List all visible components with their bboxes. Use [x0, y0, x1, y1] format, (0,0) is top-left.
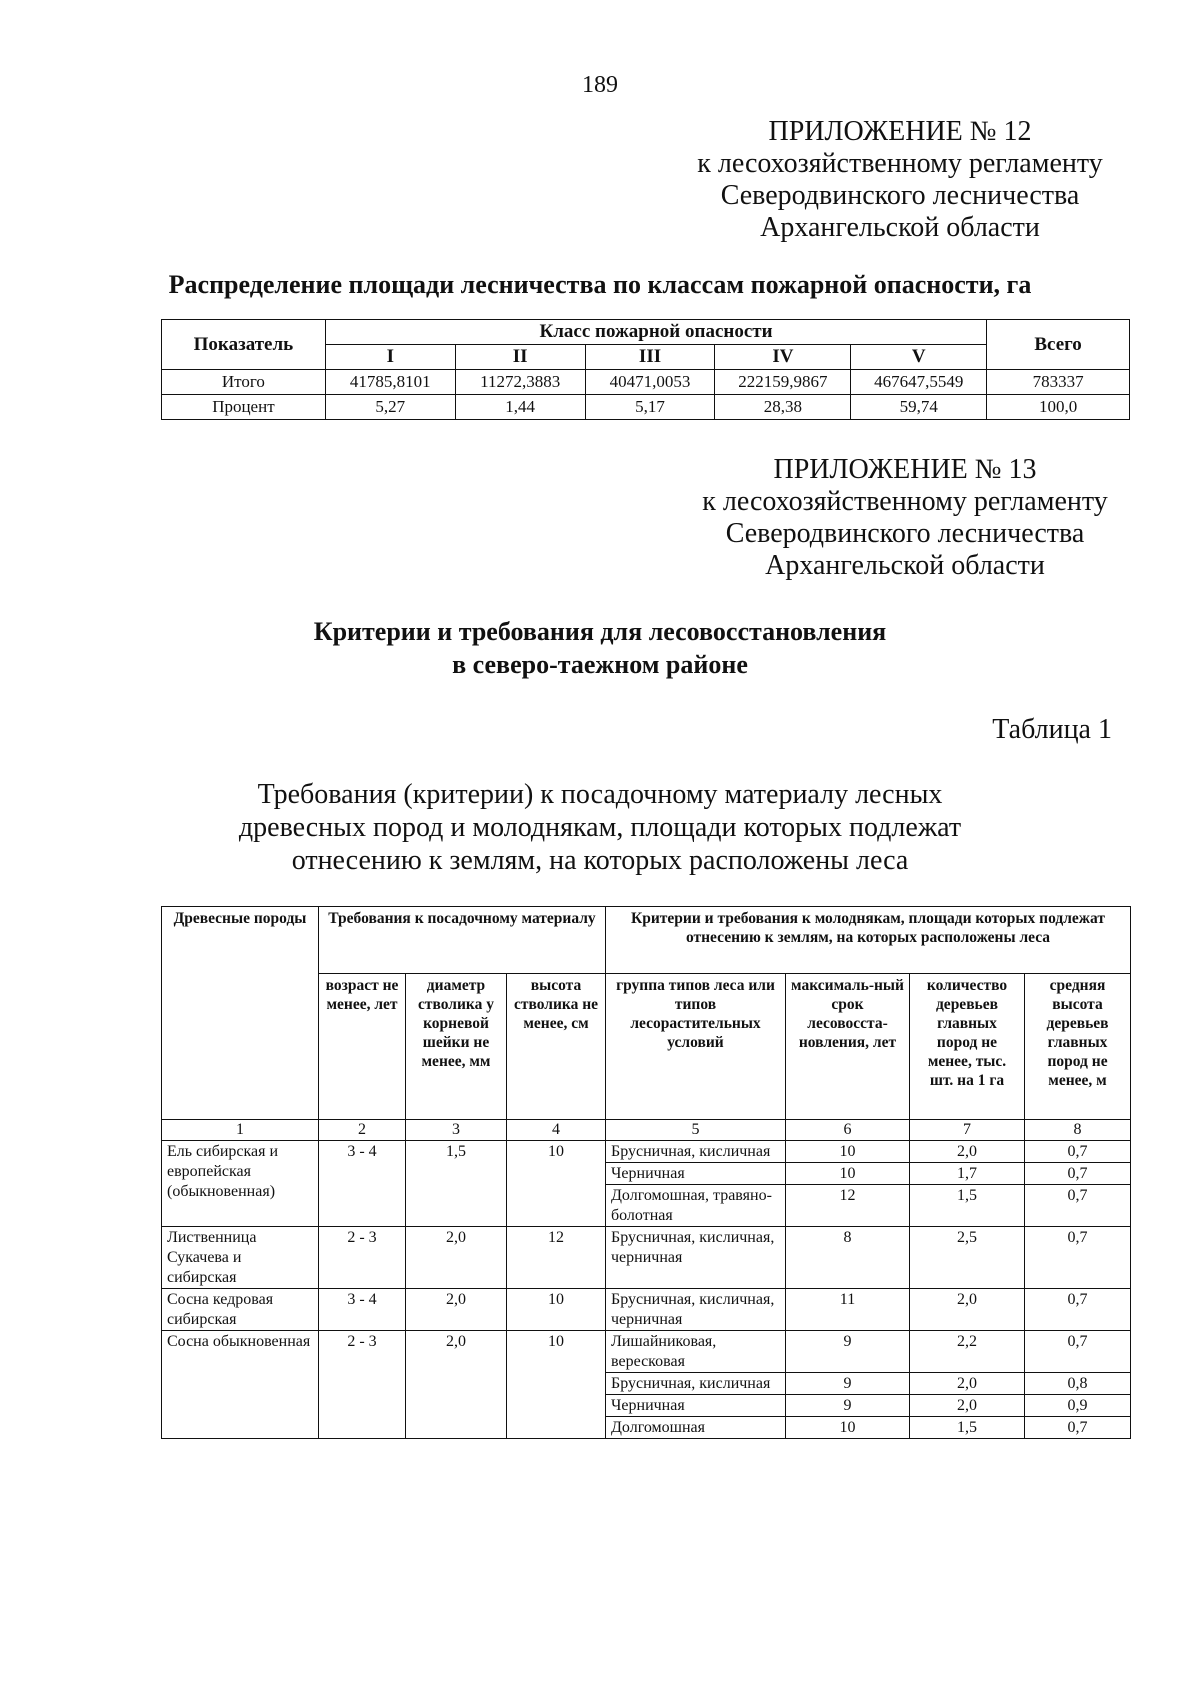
avg-height-cell: 0,7	[1025, 1417, 1131, 1439]
forest-type-cell: Черничная	[606, 1163, 786, 1185]
count-cell: 2,0	[910, 1395, 1025, 1417]
height-cell: 12	[507, 1227, 606, 1289]
column-number: 1	[162, 1120, 319, 1141]
appendix-12-line2: Северодвинского лесничества	[720, 180, 1080, 211]
fire-header-class: Класс пожарной опасности	[325, 320, 986, 345]
height-cell: 10	[507, 1331, 606, 1439]
forest-type-cell: Долгомошная, травяно-болотная	[606, 1185, 786, 1227]
term-cell: 11	[786, 1289, 910, 1331]
header-diameter: диаметр стволика у корневой шейки не менее, мм	[406, 974, 507, 1120]
header-young-stands: Критерии и требования к молоднякам, площади которых подлежат отнесению к землям, на которых расположены леса	[606, 907, 1131, 974]
column-number: 7	[910, 1120, 1025, 1141]
term-cell: 10	[786, 1141, 910, 1163]
column-number: 5	[606, 1120, 786, 1141]
forest-type-cell: Долгомошная	[606, 1417, 786, 1439]
avg-height-cell: 0,7	[1025, 1163, 1131, 1185]
fire-class-header: V	[851, 345, 987, 370]
table-row	[162, 370, 1130, 395]
count-cell: 1,5	[910, 1185, 1025, 1227]
age-cell: 3 - 4	[319, 1289, 406, 1331]
age-cell: 3 - 4	[319, 1141, 406, 1227]
fire-cell: 5,27	[325, 395, 455, 420]
column-number: 2	[319, 1120, 406, 1141]
fire-table-heading: Распределение площади лесничества по классам пожарной опасности, га	[168, 270, 1032, 299]
page-number: 189	[582, 72, 618, 98]
species-name: Ель сибирская и европейская (обыкновенная)	[162, 1141, 319, 1227]
diameter-cell: 2,0	[406, 1331, 507, 1439]
forest-type-cell: Брусничная, кисличная, черничная	[606, 1227, 786, 1289]
avg-height-cell: 0,7	[1025, 1185, 1131, 1227]
height-cell: 10	[507, 1141, 606, 1227]
age-cell: 2 - 3	[319, 1331, 406, 1439]
avg-height-cell: 0,7	[1025, 1227, 1131, 1289]
count-cell: 2,0	[910, 1289, 1025, 1331]
avg-height-cell: 0,7	[1025, 1331, 1131, 1373]
header-species: Древесные породы	[162, 907, 319, 1120]
appendix-13-line1: к лесохозяйственному регламенту	[702, 486, 1108, 517]
avg-height-cell: 0,8	[1025, 1373, 1131, 1395]
term-cell: 10	[786, 1163, 910, 1185]
table-row	[162, 1141, 1131, 1163]
fire-cell: 59,74	[851, 395, 987, 420]
species-name: Сосна кедровая сибирская	[162, 1289, 319, 1331]
table1-title-line1: Требования (критерии) к посадочному материалу лесных	[257, 779, 943, 810]
fire-class-header: IV	[715, 345, 851, 370]
count-cell: 1,5	[910, 1417, 1025, 1439]
header-max-term: максималь-ный срок лесовосста-новления, лет	[786, 974, 910, 1120]
fire-class-header: I	[325, 345, 455, 370]
species-name: Сосна обыкновенная	[162, 1331, 319, 1439]
fire-cell: 5,17	[585, 395, 715, 420]
count-cell: 2,2	[910, 1331, 1025, 1373]
header-planting-material: Требования к посадочному материалу	[319, 907, 606, 974]
fire-cell: 1,44	[455, 395, 585, 420]
term-cell: 8	[786, 1227, 910, 1289]
term-cell: 9	[786, 1331, 910, 1373]
count-cell: 2,0	[910, 1141, 1025, 1163]
header-avg-height: средняя высота деревьев главных пород не менее, м	[1025, 974, 1131, 1120]
count-cell: 1,7	[910, 1163, 1025, 1185]
fire-class-header: III	[585, 345, 715, 370]
appendix-12-line3: Архангельской области	[760, 212, 1040, 243]
count-cell: 2,0	[910, 1373, 1025, 1395]
table-label: Таблица 1	[992, 714, 1112, 745]
header-age: возраст не менее, лет	[319, 974, 406, 1120]
reforestation-criteria-table	[161, 906, 1131, 1439]
header-tree-count: количество деревьев главных пород не менее, тыс. шт. на 1 га	[910, 974, 1025, 1120]
forest-type-cell: Брусничная, кисличная, черничная	[606, 1289, 786, 1331]
fire-cell: 28,38	[715, 395, 851, 420]
column-numbers-row	[162, 1120, 1131, 1141]
diameter-cell: 1,5	[406, 1141, 507, 1227]
term-cell: 9	[786, 1373, 910, 1395]
appendix-13-line2: Северодвинского лесничества	[725, 518, 1085, 549]
table-row	[162, 1227, 1131, 1289]
appendix-12-block	[690, 116, 1110, 244]
forest-type-cell: Брусничная, кисличная	[606, 1373, 786, 1395]
diameter-cell: 2,0	[406, 1227, 507, 1289]
fire-row-label: Итого	[162, 370, 326, 395]
header-height: высота стволика не менее, см	[507, 974, 606, 1120]
column-number: 3	[406, 1120, 507, 1141]
avg-height-cell: 0,7	[1025, 1289, 1131, 1331]
table-row	[162, 395, 1130, 420]
forest-type-cell: Лишайниковая, вересковая	[606, 1331, 786, 1373]
fire-header-indicator: Показатель	[162, 320, 326, 370]
fire-cell: 40471,0053	[585, 370, 715, 395]
avg-height-cell: 0,9	[1025, 1395, 1131, 1417]
table-row	[162, 1289, 1131, 1331]
fire-cell: 222159,9867	[715, 370, 851, 395]
term-cell: 9	[786, 1395, 910, 1417]
column-number: 8	[1025, 1120, 1131, 1141]
term-cell: 12	[786, 1185, 910, 1227]
criteria-heading-line2: в северо-таежном районе	[452, 650, 748, 679]
species-name: Лиственница Сукачева и сибирская	[162, 1227, 319, 1289]
fire-danger-table	[161, 319, 1130, 420]
fire-header-total: Всего	[987, 320, 1130, 370]
count-cell: 2,5	[910, 1227, 1025, 1289]
age-cell: 2 - 3	[319, 1227, 406, 1289]
height-cell: 10	[507, 1289, 606, 1331]
criteria-heading-line1: Критерии и требования для лесовосстановления	[313, 617, 887, 646]
appendix-13-title: ПРИЛОЖЕНИЕ № 13	[773, 454, 1037, 485]
forest-type-cell: Черничная	[606, 1395, 786, 1417]
fire-cell: 467647,5549	[851, 370, 987, 395]
fire-class-header: II	[455, 345, 585, 370]
avg-height-cell: 0,7	[1025, 1141, 1131, 1163]
fire-cell: 11272,3883	[455, 370, 585, 395]
diameter-cell: 2,0	[406, 1289, 507, 1331]
table1-title-line3: отнесению к землям, на которых расположены леса	[291, 845, 909, 876]
appendix-13-line3: Архангельской области	[765, 550, 1045, 581]
fire-cell: 41785,8101	[325, 370, 455, 395]
header-forest-type-group: группа типов леса или типов лесорастительных условий	[606, 974, 786, 1120]
appendix-13-block	[695, 454, 1115, 582]
table1-title-line2: древесных пород и молоднякам, площади которых подлежат	[238, 812, 962, 843]
fire-row-label: Процент	[162, 395, 326, 420]
term-cell: 10	[786, 1417, 910, 1439]
appendix-12-title: ПРИЛОЖЕНИЕ № 12	[768, 116, 1032, 147]
fire-total-cell: 100,0	[987, 395, 1130, 420]
forest-type-cell: Брусничная, кисличная	[606, 1141, 786, 1163]
column-number: 6	[786, 1120, 910, 1141]
table-row	[162, 1331, 1131, 1373]
fire-total-cell: 783337	[987, 370, 1130, 395]
column-number: 4	[507, 1120, 606, 1141]
appendix-12-line1: к лесохозяйственному регламенту	[697, 148, 1103, 179]
